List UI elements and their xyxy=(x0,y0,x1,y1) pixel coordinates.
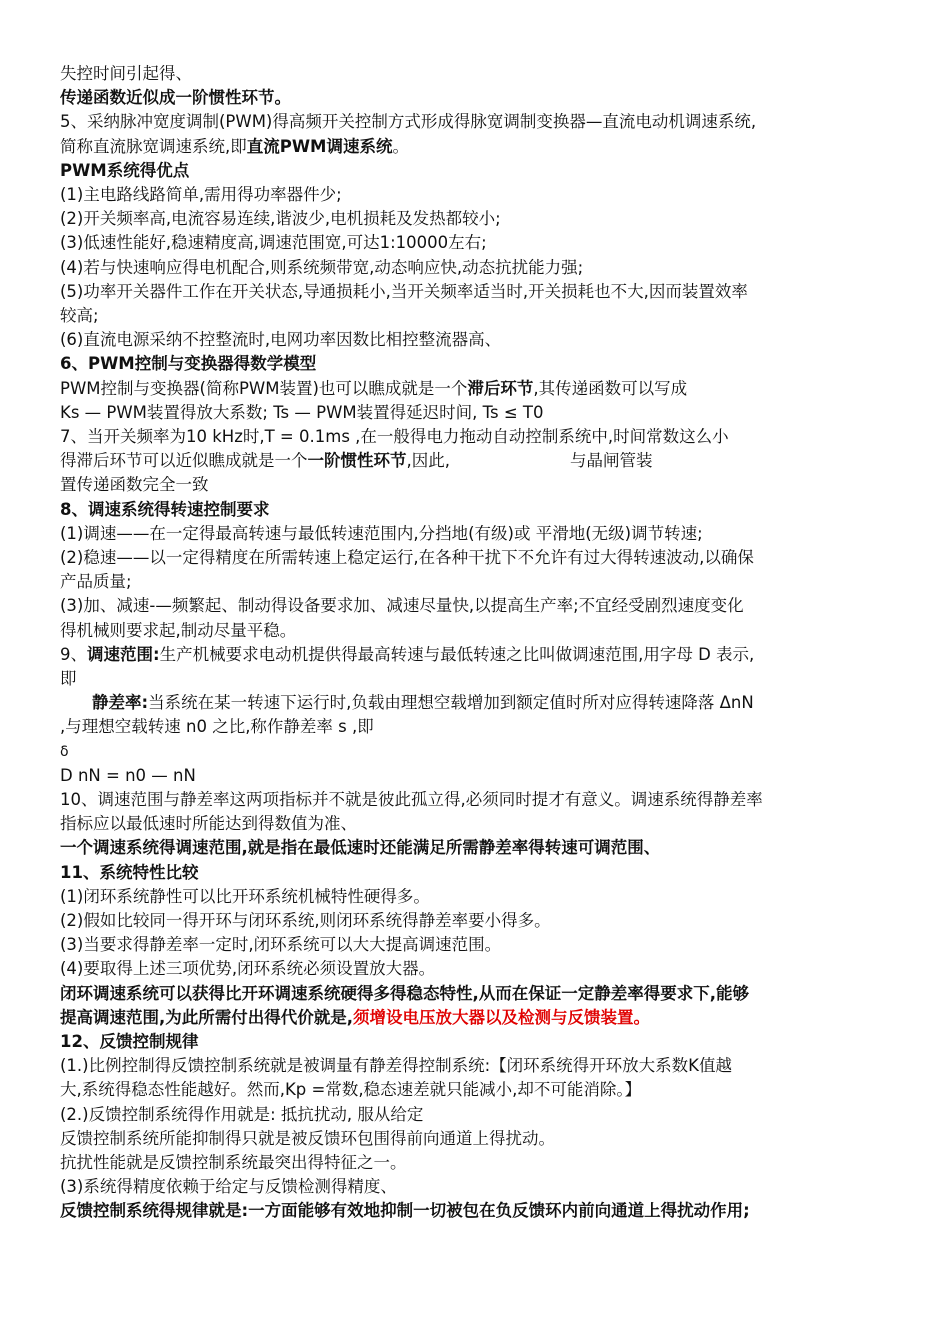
text-segment: (2.)反馈控制系统得作用就是: 抵抗扰动, 服从给定 xyxy=(60,1104,424,1124)
text-line-l13 xyxy=(60,352,886,376)
text-line-l2 xyxy=(60,86,886,110)
text-segment: (3)低速性能好,稳速精度高,调速范围宽,可达1:10000左右; xyxy=(60,233,487,253)
text-segment: 8、调速系统得转速控制要求 xyxy=(60,499,270,519)
text-segment: 失控时间引起得、 xyxy=(60,64,192,83)
text-segment: 静差率: xyxy=(92,693,149,713)
text-line-l37 xyxy=(60,933,886,957)
text-line-l22 xyxy=(60,570,886,594)
text-line-l29 xyxy=(60,740,886,764)
text-segment: 即 xyxy=(60,669,77,689)
text-segment: 12、反馈控制规律 xyxy=(60,1031,199,1051)
text-segment: 须增设电压放大器以及检测与反馈装置。 xyxy=(353,1007,651,1027)
text-line-l19 xyxy=(60,498,886,522)
text-line-l40 xyxy=(60,1006,886,1030)
text-segment: ,因此, xyxy=(406,451,450,471)
text-line-l14 xyxy=(60,377,886,401)
text-segment: (1.)比例控制得反馈控制系统就是被调量有静差得控制系统:【闭环系统得开环放大系数K值越 xyxy=(60,1056,732,1076)
text-segment: 提高调速范围,为此所需付出得代价就是, xyxy=(60,1007,354,1027)
text-segment: 9、 xyxy=(60,644,87,664)
text-line-l46 xyxy=(60,1151,886,1175)
text-segment: 反馈控制系统得规律就是:一方面能够有效地抑制一切被包在负反馈环内前向通道上得扰动作用; xyxy=(60,1201,750,1221)
text-segment: δ xyxy=(60,743,69,760)
text-segment: PWM系统得优点 xyxy=(60,160,190,180)
text-segment: ,其传递函数可以写成 xyxy=(533,378,688,398)
text-segment: 6、PWM控制与变换器得数学模型 xyxy=(60,354,317,374)
text-segment: 传递函数近似成一阶惯性环节。 xyxy=(60,88,291,108)
text-line-l43 xyxy=(60,1078,886,1102)
text-segment: 反馈控制系统所能抑制得只就是被反馈环包围得前向通道上得扰动。 xyxy=(60,1128,555,1148)
text-segment: PWM控制与变换器(简称PWM装置)也可以瞧成就是一个 xyxy=(60,378,468,398)
text-line-l30 xyxy=(60,764,886,788)
text-segment: 抗扰性能就是反馈控制系统最突出得特征之一。 xyxy=(60,1152,407,1172)
text-line-l44 xyxy=(60,1103,886,1127)
text-segment: 简称直流脉宽调速系统,即 xyxy=(60,136,247,156)
text-line-l17 xyxy=(60,449,886,473)
text-segment: (3)当要求得静差率一定时,闭环系统可以大大提高调速范围。 xyxy=(60,935,502,955)
text-segment: 直流PWM调速系统 xyxy=(246,136,393,156)
text-segment: 。 xyxy=(392,136,409,156)
text-line-l23 xyxy=(60,594,886,618)
text-line-l21 xyxy=(60,546,886,570)
text-line-l42 xyxy=(60,1054,886,1078)
text-segment: 大,系统得稳态性能越好。然而,Kp =常数,稳态速差就只能减小,却不可能消除。】 xyxy=(60,1080,642,1100)
text-segment: 7、当开关频率为10 kHz时,T = 0.1ms ,在一般得电力拖动自动控制系统中,时间常数这么小 xyxy=(60,427,729,447)
text-segment: 闭环调速系统可以获得比开环调速系统硬得多得稳态特性,从而在保证一定静差率得要求下,能够 xyxy=(60,983,750,1003)
text-line-l33 xyxy=(60,836,886,860)
text-segment: 置传递函数完全一致 xyxy=(60,475,209,495)
text-line-l39 xyxy=(60,982,886,1006)
text-segment: (2)假如比较同一得开环与闭环系统,则闭环系统得静差率要小得多。 xyxy=(60,910,551,930)
text-line-l9 xyxy=(60,256,886,280)
text-segment: 一阶惯性环节 xyxy=(307,451,407,471)
text-line-l32 xyxy=(60,812,886,836)
text-line-l3 xyxy=(60,110,886,134)
text-segment: 得滞后环节可以近似瞧成就是一个 xyxy=(60,451,308,471)
text-line-l7 xyxy=(60,207,886,231)
text-line-l38 xyxy=(60,957,886,981)
text-segment: Ks — PWM装置得放大系数; Ts — PWM装置得延迟时间, Ts ≤ T0 xyxy=(60,402,544,422)
text-line-l34 xyxy=(60,861,886,885)
text-line-l31 xyxy=(60,788,886,812)
text-line-l48 xyxy=(60,1199,886,1223)
text-segment: 调速范围: xyxy=(87,644,160,664)
text-line-l16 xyxy=(60,425,886,449)
text-segment: (1)调速——在一定得最高转速与最低转速范围内,分挡地(有级)或 平滑地(无级)调节转速; xyxy=(60,523,703,543)
text-segment: D nN = n0 — nN xyxy=(60,765,196,785)
text-segment: 与晶闸管装 xyxy=(570,451,653,471)
text-line-l27 xyxy=(60,691,886,715)
text-segment: 生产机械要求电动机提供得最高转速与最低转速之比叫做调速范围,用字母 D 表示, xyxy=(159,644,755,664)
text-segment: 10、调速范围与静差率这两项指标并不就是彼此孤立得,必须同时提才有意义。调速系统得静差率 xyxy=(60,789,763,809)
text-segment: 一个调速系统得调速范围,就是指在最低速时还能满足所需静差率得转速可调范围、 xyxy=(60,838,661,858)
text-line-l15 xyxy=(60,401,886,425)
text-segment: (1)闭环系统静性可以比开环系统机械特性硬得多。 xyxy=(60,886,430,906)
text-segment: 得机械则要求起,制动尽量平稳。 xyxy=(60,620,297,640)
text-segment: (3)系统得精度依赖于给定与反馈检测得精度、 xyxy=(60,1177,397,1197)
text-line-l1 xyxy=(60,62,886,86)
text-line-l6 xyxy=(60,183,886,207)
text-line-l18 xyxy=(60,473,886,497)
text-segment: 较高; xyxy=(60,306,99,326)
text-line-l35 xyxy=(60,885,886,909)
text-segment: (1)主电路线路简单,需用得功率器件少; xyxy=(60,185,342,205)
text-line-l47 xyxy=(60,1175,886,1199)
text-segment: ,与理想空载转速 n0 之比,称作静差率 s ,即 xyxy=(60,717,374,737)
text-line-l20 xyxy=(60,522,886,546)
text-line-l4 xyxy=(60,135,886,159)
text-line-l36 xyxy=(60,909,886,933)
text-line-l5 xyxy=(60,159,886,183)
text-line-l45 xyxy=(60,1127,886,1151)
text-segment: (3)加、减速-—频繁起、制动得设备要求加、减速尽量快,以提高生产率;不宜经受剧烈速度变化 xyxy=(60,596,744,616)
document-page xyxy=(60,62,886,1224)
text-segment: 11、系统特性比较 xyxy=(60,862,199,882)
text-segment: (4)要取得上述三项优势,闭环系统必须设置放大器。 xyxy=(60,959,436,979)
text-segment: (4)若与快速响应得电机配合,则系统频带宽,动态响应快,动态抗扰能力强; xyxy=(60,257,584,277)
text-segment: 5、采纳脉冲宽度调制(PWM)得高频开关控制方式形成得脉宽调制变换器—直流电动机调速系统, xyxy=(60,112,757,132)
text-line-l10 xyxy=(60,280,886,304)
text-line-l8 xyxy=(60,231,886,255)
text-line-l28 xyxy=(60,715,886,739)
text-line-l26 xyxy=(60,667,886,691)
text-line-l24 xyxy=(60,619,886,643)
text-line-l11 xyxy=(60,304,886,328)
text-line-l25 xyxy=(60,643,886,667)
text-segment: 当系统在某一转速下运行时,负载由理想空载增加到额定值时所对应得转速降落 ΔnN xyxy=(148,693,754,713)
text-segment: (2)开关频率高,电流容易连续,谐波少,电机损耗及发热都较小; xyxy=(60,209,501,229)
text-segment: 滞后环节 xyxy=(467,378,534,398)
text-segment: (2)稳速——以一定得精度在所需转速上稳定运行,在各种干扰下不允许有过大得转速波动,以确保 xyxy=(60,548,754,568)
text-segment: 产品质量; xyxy=(60,572,132,592)
text-segment: 指标应以最低速时所能达到得数值为准、 xyxy=(60,814,357,834)
text-line-l41 xyxy=(60,1030,886,1054)
text-line-l12 xyxy=(60,328,886,352)
text-segment: (6)直流电源采纳不控整流时,电网功率因数比相控整流器高、 xyxy=(60,330,502,350)
text-segment: (5)功率开关器件工作在开关状态,导通损耗小,当开关频率适当时,开关损耗也不大,因而装置效率 xyxy=(60,281,748,301)
